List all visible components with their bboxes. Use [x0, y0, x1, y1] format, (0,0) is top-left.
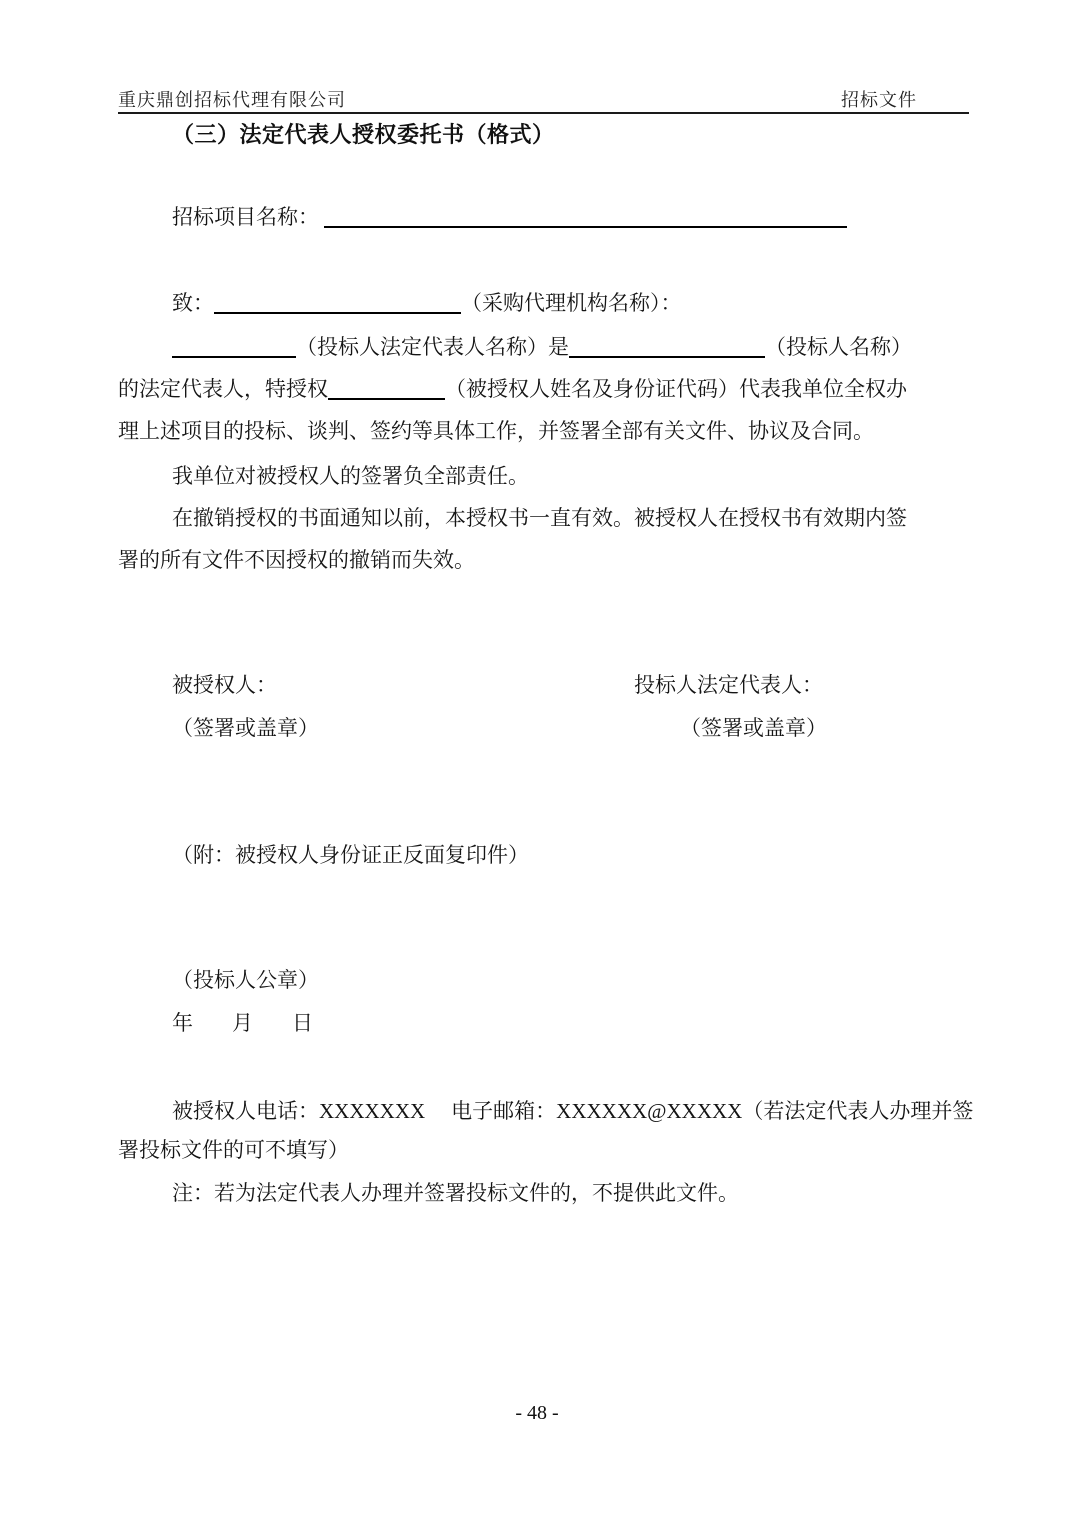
to-line	[172, 287, 682, 317]
legal-rep-signature-label: 投标人法定代表人：	[634, 673, 823, 697]
authorized-person-label: 被授权人：	[172, 673, 277, 697]
contact-line-1	[172, 1095, 973, 1125]
date-day-label: 日	[292, 1011, 313, 1035]
email-text: 电子邮箱：XXXXXX@XXXXX（若法定代表人办理并签	[451, 1099, 974, 1123]
agency-name-blank	[214, 291, 461, 314]
company-seal-note: （投标人公章）	[172, 968, 319, 992]
attachment-note: （附：被授权人身份证正反面复印件）	[172, 843, 529, 867]
agent-name-blank	[328, 377, 445, 400]
revocation-paragraph-line-2	[118, 544, 475, 574]
revocation-paragraph-line-1	[172, 502, 907, 532]
authorize-prefix: 的法定代表人，特授权	[118, 377, 328, 401]
phone-text: 被授权人电话：XXXXXXX	[172, 1099, 426, 1123]
auth-paragraph-line-1	[118, 331, 912, 361]
responsibility-text: 我单位对被授权人的签署负全部责任。	[172, 464, 529, 488]
contact-line-2	[118, 1134, 349, 1164]
legal-rep-name-blank	[172, 335, 296, 358]
header-rule	[118, 112, 969, 114]
agent-caption: （被授权人姓名及身份证代码）代表我单位全权办	[445, 377, 907, 401]
agency-name-caption: （采购代理机构名称）：	[461, 291, 682, 315]
auth-scope-text: 理上述项目的投标、谈判、签约等具体工作，并签署全部有关文件、协议及合同。	[118, 419, 874, 443]
contact-wrap-text: 署投标文件的可不填写）	[118, 1138, 349, 1162]
header-doc-type: 招标文件	[841, 90, 917, 110]
page-number: - 48 -	[515, 1402, 559, 1424]
header-company-name: 重庆鼎创招标代理有限公司	[118, 90, 346, 110]
date-year-label: 年	[172, 1011, 193, 1035]
revocation-text-1: 在撤销授权的书面通知以前，本授权书一直有效。被授权人在授权书有效期内签	[172, 506, 907, 530]
bidder-name-blank	[569, 335, 765, 358]
footnote: 注：若为法定代表人办理并签署投标文件的，不提供此文件。	[172, 1181, 739, 1205]
date-line	[172, 1007, 313, 1037]
auth-paragraph-line-2	[118, 373, 907, 403]
project-name-line	[172, 201, 847, 231]
section-heading: （三）法定代表人授权委托书（格式）	[172, 122, 555, 147]
project-name-blank	[324, 205, 847, 228]
responsibility-paragraph	[172, 460, 529, 490]
revocation-text-2: 署的所有文件不因授权的撤销而失效。	[118, 548, 475, 572]
authorized-person-sign-hint: （签署或盖章）	[172, 716, 319, 740]
legal-rep-sign-hint: （签署或盖章）	[680, 716, 827, 740]
bidder-name-caption: （投标人名称）	[765, 335, 912, 359]
date-month-label: 月	[232, 1011, 253, 1035]
project-name-label: 招标项目名称：	[172, 205, 319, 229]
auth-paragraph-line-3	[118, 415, 874, 445]
legal-rep-caption: （投标人法定代表人名称）是	[296, 335, 569, 359]
to-label: 致：	[172, 291, 214, 315]
